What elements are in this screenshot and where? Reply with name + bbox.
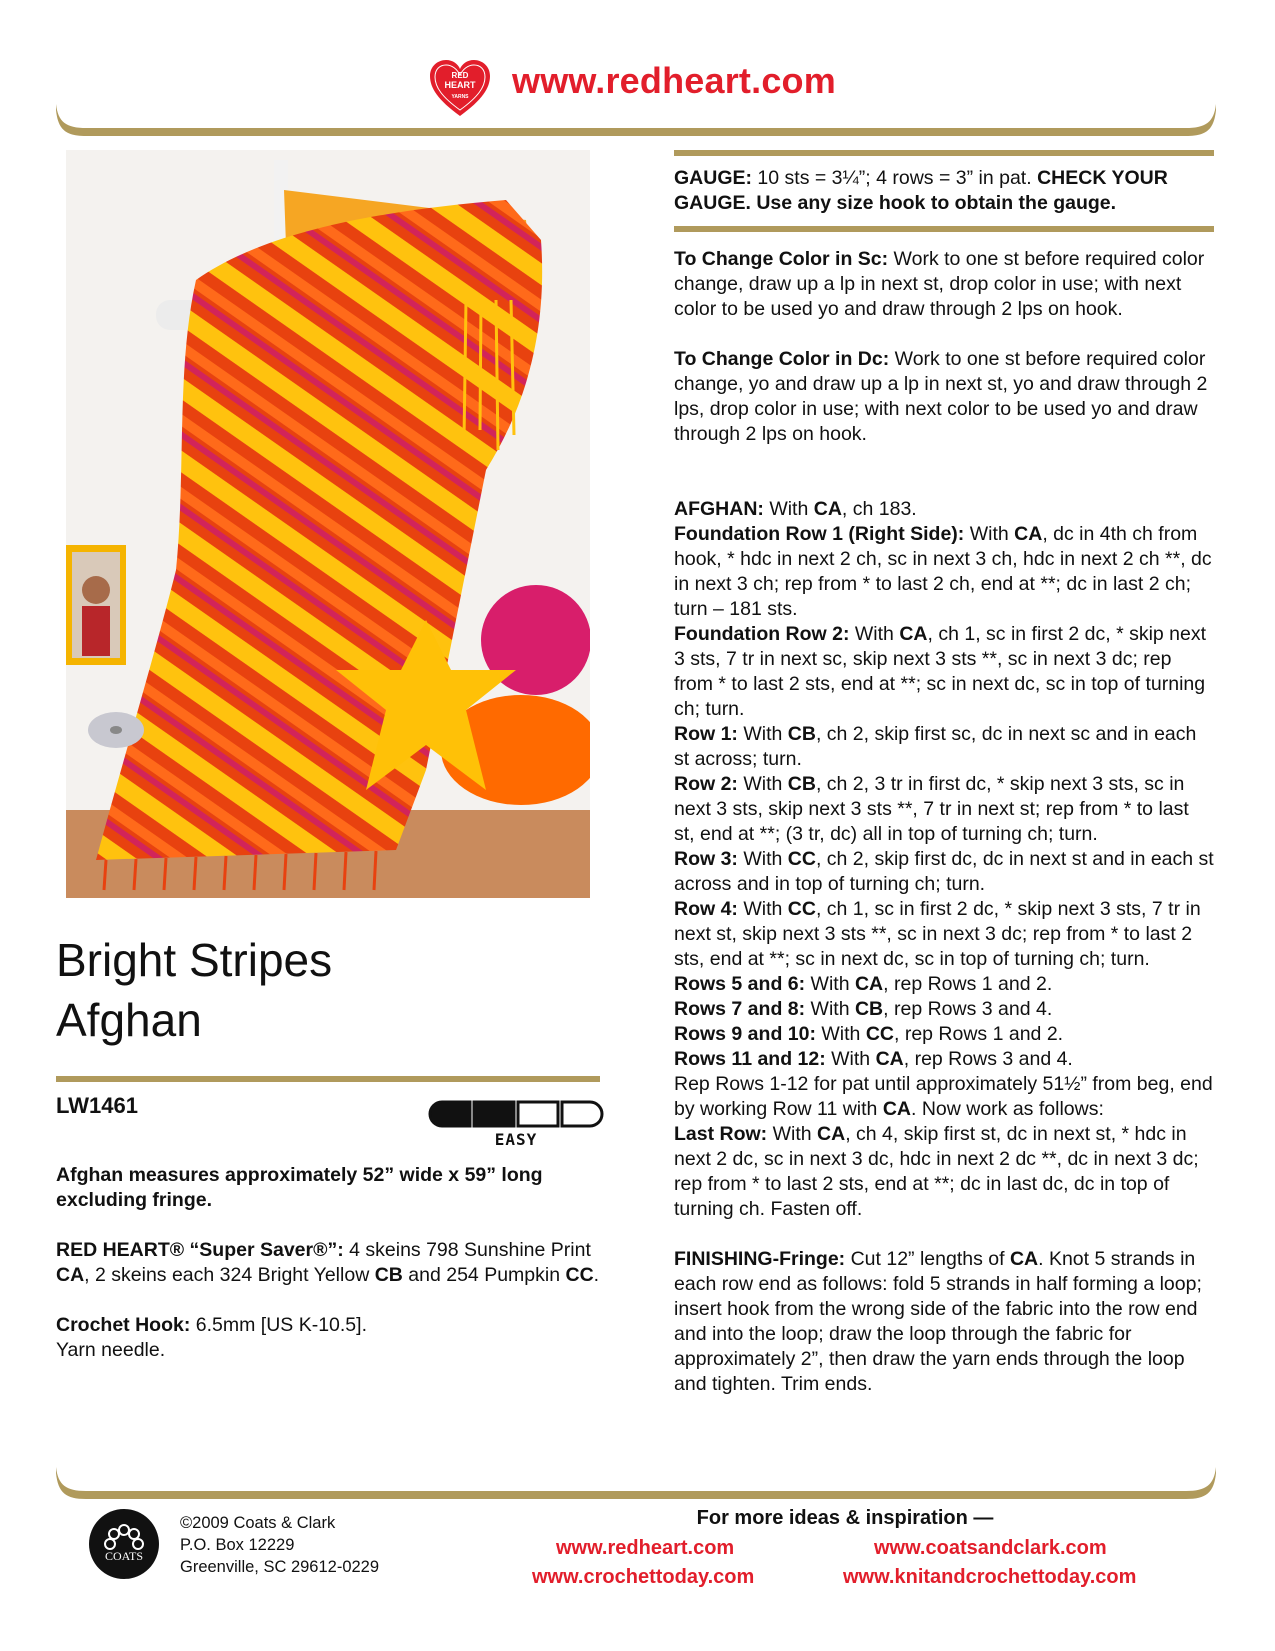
step-text: , ch 1, sc in first 2 dc, * skip next 3 sts, 7 tr in next sc, skip next 3 sts **, sc in next 3 dc; rep from * to last 2 sts, end at **; sc in next dc, sc in top of turning ch; turn. bbox=[674, 623, 1207, 720]
page-title bbox=[56, 930, 332, 1050]
step-text: With bbox=[763, 498, 814, 520]
step-text: With bbox=[805, 973, 855, 995]
section-label: AFGHAN: bbox=[674, 498, 764, 520]
link-crochettoday[interactable]: www.crochettoday.com bbox=[532, 1566, 755, 1588]
section-text: Work to one st before required color change, yo and draw up a lp in next st, yo and draw through 2 lps, drop color in use; with next color to be used yo and draw through 2 lps on hook. bbox=[674, 348, 1208, 445]
section-label: FINISHING-Fringe: bbox=[674, 1248, 846, 1270]
section-label: To Change Color in Dc: bbox=[674, 348, 890, 370]
step-text: , rep Rows 3 and 4. bbox=[903, 1048, 1073, 1070]
step-text: With bbox=[737, 773, 788, 795]
step-text: With bbox=[964, 523, 1015, 545]
link-coatsandclark[interactable]: www.coatsandclark.com bbox=[874, 1537, 1107, 1559]
color-code: CA bbox=[817, 1123, 846, 1145]
yarn-text: and 254 Pumpkin bbox=[402, 1264, 566, 1286]
section-text: Work to one st before required color change, draw up a lp in next st, drop color in use; with next color to be used yo and draw through 2 lps on hook. bbox=[674, 248, 1205, 320]
step-text: With bbox=[767, 1123, 818, 1145]
step-label: Foundation Row 2: bbox=[674, 623, 850, 645]
header-band bbox=[56, 104, 1216, 140]
row-3 bbox=[674, 847, 1214, 897]
tools-list bbox=[56, 1313, 604, 1363]
step-label: Rows 9 and 10: bbox=[674, 1023, 816, 1045]
row-4 bbox=[674, 897, 1214, 972]
color-code: CA bbox=[1009, 1248, 1039, 1270]
finishing-fringe bbox=[674, 1247, 1214, 1397]
step-label: Last Row: bbox=[674, 1123, 768, 1145]
yarn-text: , 2 skeins each 324 Bright Yellow bbox=[84, 1264, 375, 1286]
rows-5-6 bbox=[674, 972, 1214, 997]
size-statement bbox=[56, 1163, 604, 1213]
color-code: CC bbox=[565, 1264, 594, 1286]
needle-text: Yarn needle. bbox=[56, 1339, 166, 1361]
step-label: Foundation Row 1 (Right Side): bbox=[674, 523, 965, 545]
step-label: Row 2: bbox=[674, 773, 738, 795]
title-line-1: Bright Stripes bbox=[56, 934, 333, 986]
yarn-text: . bbox=[593, 1264, 600, 1286]
skill-level-icon bbox=[428, 1099, 604, 1129]
gauge-label: GAUGE: bbox=[674, 167, 752, 189]
step-text: , ch 2, skip first dc, dc in next st and in each st across and in top of turning ch; turn. bbox=[674, 848, 1214, 895]
row-2 bbox=[674, 772, 1214, 847]
gauge-text: 10 sts = 3¼”; 4 rows = 3” in pat. bbox=[752, 167, 1038, 189]
step-text: With bbox=[815, 1023, 866, 1045]
step-text: , ch 2, 3 tr in first dc, * skip next 3 sts, sc in next 3 sts, skip next 3 sts **, 7 tr in next st; rep from * to last st, end at **; (3 tr, dc) all in top of turning ch; turn. bbox=[674, 773, 1189, 845]
step-label: Rows 7 and 8: bbox=[674, 998, 806, 1020]
step-text: Rep Rows 1-12 for pat until approximately 51½” from beg, end by working Row 11 with bbox=[674, 1073, 1213, 1120]
footer-band bbox=[56, 1467, 1216, 1503]
step-text: . Knot 5 strands in each row end as follows: fold 5 strands in half forming a loop; insert hook from the wrong side of the fabric into the row end and into the loop; draw the loop through the fabric for approximately 2”, then draw the yarn ends through the loop and tighten. Trim ends. bbox=[674, 1248, 1202, 1395]
change-color-sc bbox=[674, 247, 1214, 322]
hook-label: Crochet Hook: bbox=[56, 1314, 191, 1336]
step-label: Row 4: bbox=[674, 898, 738, 920]
address bbox=[180, 1512, 379, 1578]
divider bbox=[56, 1076, 600, 1082]
color-code: CB bbox=[787, 773, 816, 795]
color-code: CA bbox=[899, 623, 928, 645]
step-text: With bbox=[737, 898, 788, 920]
foundation-row-1 bbox=[674, 522, 1214, 622]
rows-9-10 bbox=[674, 1022, 1214, 1047]
row-1 bbox=[674, 722, 1214, 772]
color-code: CB bbox=[787, 723, 816, 745]
yarn-list bbox=[56, 1238, 604, 1288]
afghan-start bbox=[674, 497, 1214, 522]
rows-7-8 bbox=[674, 997, 1214, 1022]
color-code: CB bbox=[854, 998, 884, 1020]
step-label: Rows 11 and 12: bbox=[674, 1048, 826, 1070]
color-code: CA bbox=[882, 1098, 911, 1120]
step-text: , ch 183. bbox=[841, 498, 917, 520]
step-label: Row 1: bbox=[674, 723, 738, 745]
rows-11-12 bbox=[674, 1047, 1214, 1072]
coats-logo bbox=[88, 1508, 160, 1580]
yarn-label: RED HEART® “Super Saver®”: bbox=[56, 1239, 344, 1261]
color-code: CA bbox=[56, 1264, 85, 1286]
change-color-dc bbox=[674, 347, 1214, 447]
measurements: Afghan measures approximately 52” wide x 59” long excluding fringe. bbox=[56, 1164, 543, 1211]
hook-text: 6.5mm [US K-10.5]. bbox=[190, 1314, 367, 1336]
step-text: With bbox=[849, 623, 900, 645]
po-box: P.O. Box 12229 bbox=[180, 1536, 295, 1554]
foundation-row-2 bbox=[674, 622, 1214, 722]
repeat-instruction bbox=[674, 1072, 1214, 1122]
step-text: , ch 2, skip first sc, dc in next sc and in each st across; turn. bbox=[674, 723, 1197, 770]
step-text: , ch 4, skip first st, dc in next st, * hdc in next 2 dc, sc in next 3 dc, hdc in next 2 dc **, dc in next 3 dc; rep from * to last 2 sts, end at **; dc in last dc, dc in top of turning ch. Fasten off. bbox=[674, 1123, 1199, 1220]
gauge-section bbox=[674, 156, 1214, 226]
pattern-id: LW1461 bbox=[56, 1093, 138, 1118]
logo-text-heart: HEART bbox=[444, 80, 476, 90]
title-line-2: Afghan bbox=[56, 994, 202, 1046]
link-knitandcrochettoday[interactable]: www.knitandcrochettoday.com bbox=[843, 1566, 1137, 1588]
step-text: With bbox=[805, 998, 855, 1020]
step-text: With bbox=[737, 848, 788, 870]
afghan-photo bbox=[66, 150, 590, 898]
step-text: With bbox=[825, 1048, 876, 1070]
step-text: . Now work as follows: bbox=[910, 1098, 1104, 1120]
color-code: CA bbox=[854, 973, 884, 995]
color-code: CC bbox=[787, 898, 816, 920]
logo-text-yarns: YARNS bbox=[451, 94, 469, 100]
step-text: , rep Rows 1 and 2. bbox=[893, 1023, 1064, 1045]
skill-level-label: EASY bbox=[494, 1130, 538, 1149]
color-code: CB bbox=[374, 1264, 403, 1286]
section-label: To Change Color in Sc: bbox=[674, 248, 889, 270]
instructions-column bbox=[674, 150, 1214, 1397]
step-label: Rows 5 and 6: bbox=[674, 973, 806, 995]
step-text: , rep Rows 1 and 2. bbox=[883, 973, 1053, 995]
color-code: CA bbox=[813, 498, 842, 520]
step-text: , ch 1, sc in first 2 dc, * skip next 3 sts, 7 tr in next st, skip next 3 sts **, sc in next 3 dc; rep from * to last 2 sts, end at **; sc in next dc, sc in top of turning ch; turn. bbox=[674, 898, 1201, 970]
coats-logo-text: COATS bbox=[104, 1549, 144, 1563]
yarn-text: 4 skeins 798 Sunshine Print bbox=[343, 1239, 591, 1261]
last-row bbox=[674, 1122, 1214, 1222]
color-code: CA bbox=[1014, 523, 1043, 545]
color-code: CC bbox=[787, 848, 816, 870]
gauge-check: CHECK YOUR GAUGE. Use any size hook to obtain the gauge. bbox=[674, 167, 1168, 214]
site-url[interactable]: www.redheart.com bbox=[512, 60, 836, 101]
city-zip: Greenville, SC 29612-0229 bbox=[180, 1558, 380, 1576]
copyright: ©2009 Coats & Clark bbox=[180, 1514, 336, 1532]
link-redheart[interactable]: www.redheart.com bbox=[556, 1537, 735, 1559]
step-text: Cut 12” lengths of bbox=[845, 1248, 1010, 1270]
color-code: CA bbox=[875, 1048, 904, 1070]
footer-heading: For more ideas & inspiration — bbox=[696, 1507, 994, 1529]
logo-text-red: RED bbox=[451, 71, 469, 80]
step-text: , rep Rows 3 and 4. bbox=[883, 998, 1053, 1020]
step-label: Row 3: bbox=[674, 848, 738, 870]
step-text: With bbox=[737, 723, 788, 745]
step-text: , dc in 4th ch from hook, * hdc in next 2 ch, sc in next 3 ch, hdc in next 2 ch **, dc in next 3 ch; rep from * to last 2 ch, end at **; dc in last 2 ch; turn – 181 sts. bbox=[674, 523, 1212, 620]
materials-section bbox=[56, 1163, 604, 1388]
color-code: CC bbox=[865, 1023, 894, 1045]
